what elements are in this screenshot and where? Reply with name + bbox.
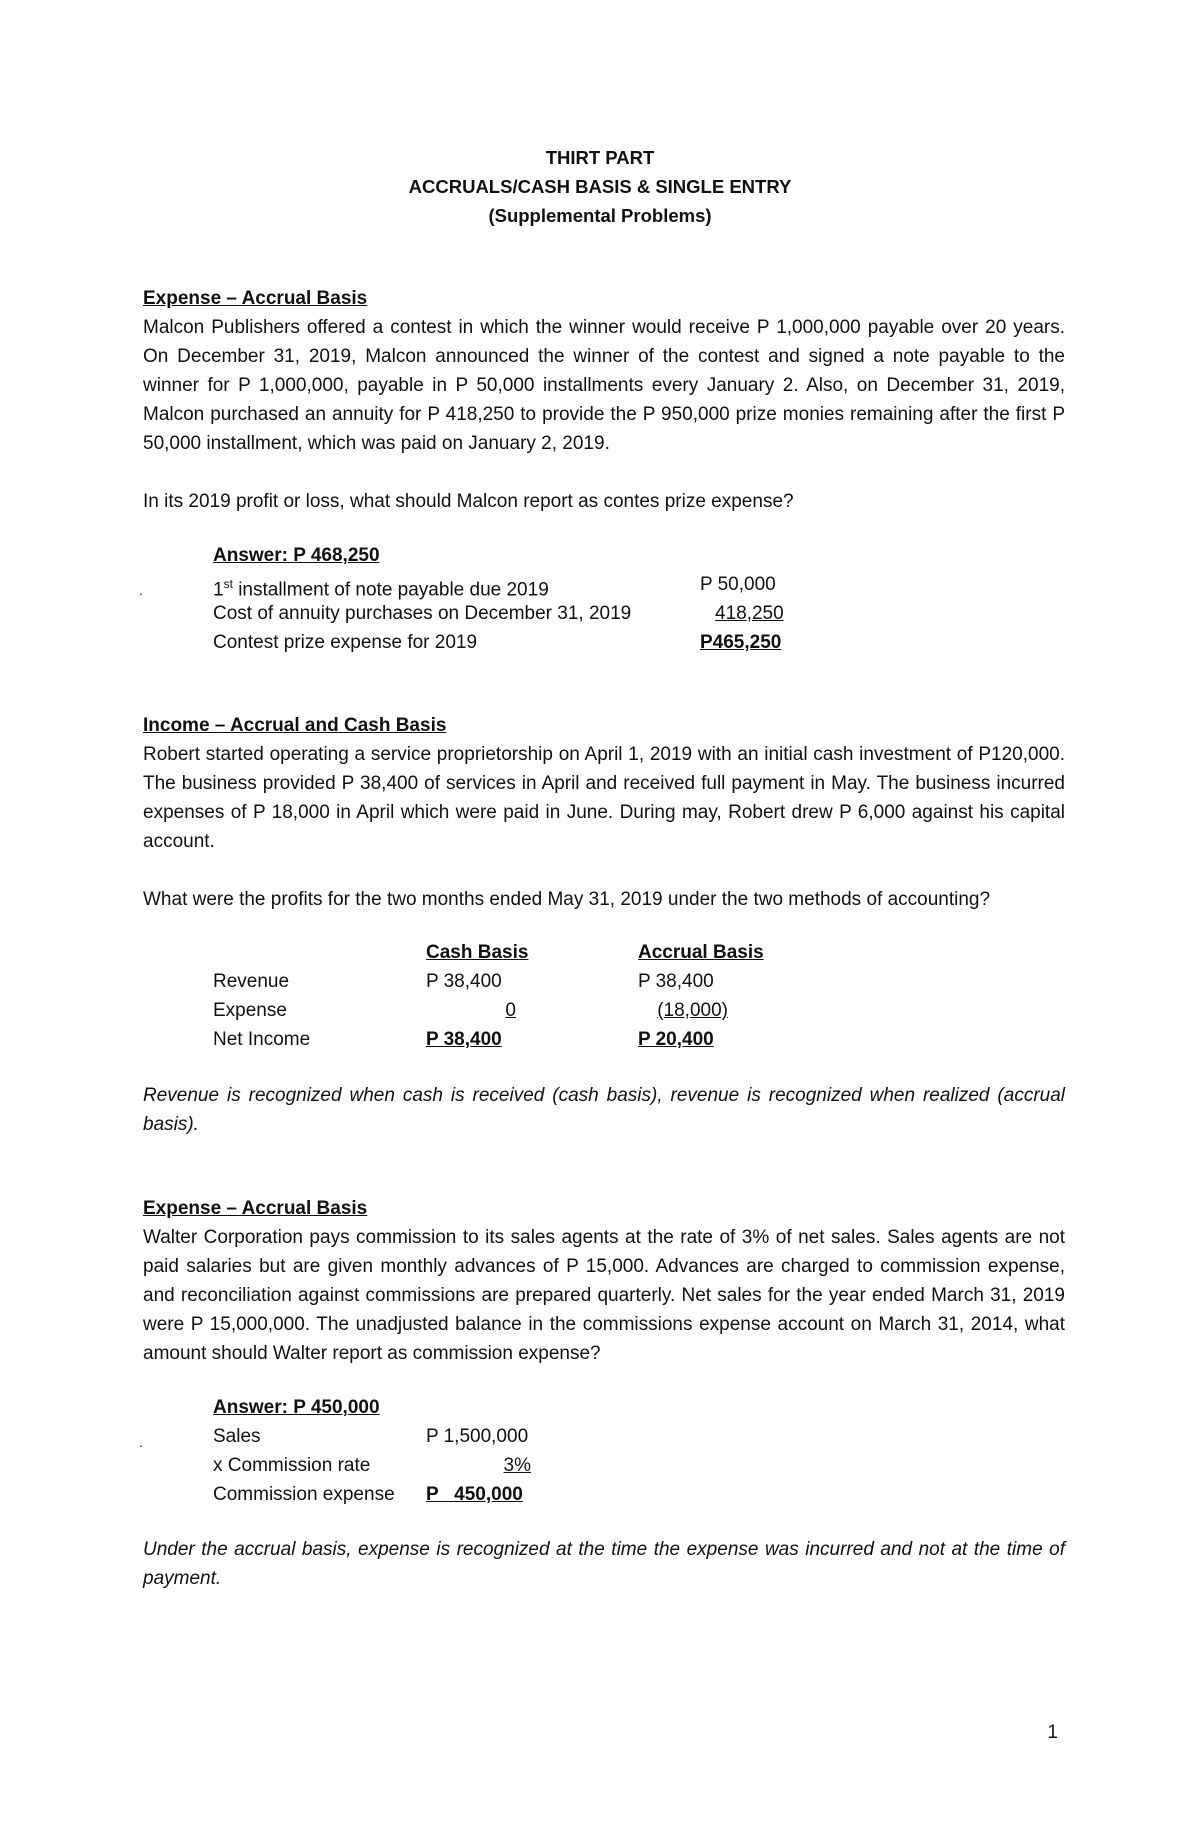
cash-value: 0	[505, 1000, 516, 1021]
row-label: Cost of annuity purchases on December 31, 2019	[213, 603, 632, 624]
header-subtitle-2: (Supplemental Problems)	[488, 205, 712, 226]
column-header-accrual: Accrual Basis	[638, 942, 764, 963]
problem-2-body: Robert started operating a service proprietorship on April 1, 2019 with an initial cash investment of P120,000. The business provided P 38,400 of services in April and received full payment in May. The business incurred expenses of P 18,000 in April which were paid in June. During may, Robert drew P 6,000 against his capital account.	[143, 744, 1065, 852]
stray-mark: .	[139, 1434, 143, 1450]
stray-mark: .	[139, 582, 143, 598]
problem-3-note: Under the accrual basis, expense is recognized at the time the expense was incurred and not at the time of payment.	[143, 1539, 1065, 1589]
accrual-total: P 20,400	[638, 1029, 714, 1050]
cash-value: P 38,400	[426, 971, 502, 992]
row-label: Commission expense	[213, 1484, 395, 1505]
row-label: 1st installment of note payable due 2019	[213, 577, 549, 601]
problem-3	[143, 1194, 1065, 1368]
accrual-value: P 38,400	[638, 971, 714, 992]
row-total: P 450,000	[426, 1484, 523, 1505]
table-row	[213, 1451, 613, 1480]
problem-1-heading: Expense – Accrual Basis	[143, 288, 368, 309]
problem-3-answer-table	[213, 1393, 613, 1509]
table-header-row	[213, 938, 813, 967]
cash-total: P 38,400	[426, 1029, 502, 1050]
accrual-value: (18,000)	[657, 1000, 728, 1021]
problem-1-body: Malcon Publishers offered a contest in which the winner would receive P 1,000,000 payable over 20 years. On December 31, 2019, Malcon announced the winner of the contest and signed a note payable to the winner for P 1,000,000, payable in P 50,000 installments every January 2. Also, on December 31, 2019, Malcon purchased an annuity for P 418,250 to provide the P 950,000 prize monies remaining after the first P 50,000 installment, which was paid on January 2, 2019.	[143, 317, 1065, 454]
problem-2-question: What were the profits for the two months ended May 31, 2019 under the two methods of accounting?	[143, 889, 991, 910]
row-total: P465,250	[700, 632, 782, 653]
row-label: Contest prize expense for 2019	[213, 632, 478, 653]
problem-1	[143, 284, 1065, 516]
table-row	[213, 599, 813, 628]
page-number: 1	[1047, 1722, 1058, 1743]
row-label: Sales	[213, 1426, 261, 1447]
table-row	[213, 628, 813, 657]
problem-1-answer: Answer: P 468,250	[213, 545, 380, 566]
row-label: Net Income	[213, 1029, 311, 1050]
table-row	[213, 1480, 613, 1509]
problem-1-question: In its 2019 profit or loss, what should Malcon report as contes prize expense?	[143, 491, 794, 512]
problem-2-comparison-table	[213, 938, 813, 1054]
row-value: 418,250	[715, 603, 784, 624]
problem-3-heading: Expense – Accrual Basis	[143, 1198, 368, 1219]
table-row	[213, 570, 813, 599]
table-row	[213, 1025, 813, 1054]
column-header-cash: Cash Basis	[426, 942, 529, 963]
table-row	[213, 967, 813, 996]
table-row	[213, 1422, 613, 1451]
problem-2	[143, 711, 1065, 914]
row-label: Expense	[213, 1000, 287, 1021]
header-title: THIRT PART	[545, 147, 655, 168]
row-value: P 50,000	[700, 574, 776, 595]
header-subtitle: ACCRUALS/CASH BASIS & SINGLE ENTRY	[408, 176, 792, 197]
row-value: 3%	[503, 1455, 531, 1476]
problem-3-body: Walter Corporation pays commission to its sales agents at the rate of 3% of net sales. Sales agents are not paid salaries but are given monthly advances of P 15,000. Advances are charged to commission expense, and reconciliation against commissions are prepared quarterly. Net sales for the year ended March 31, 2019 were P 15,000,000. The unadjusted balance in the commissions expense account on March 31, 2014, what amount should Walter report as commission expense?	[143, 1227, 1065, 1364]
problem-2-heading: Income – Accrual and Cash Basis	[143, 715, 447, 736]
row-label: Revenue	[213, 971, 290, 992]
document-header	[0, 143, 1200, 230]
table-row	[213, 996, 813, 1025]
problem-3-answer: Answer: P 450,000	[213, 1397, 380, 1418]
problem-2-note: Revenue is recognized when cash is received (cash basis), revenue is recognized when realized (accrual basis).	[143, 1085, 1065, 1135]
problem-1-answer-table	[213, 541, 813, 657]
row-label: x Commission rate	[213, 1455, 371, 1476]
row-value: P 1,500,000	[426, 1426, 529, 1447]
